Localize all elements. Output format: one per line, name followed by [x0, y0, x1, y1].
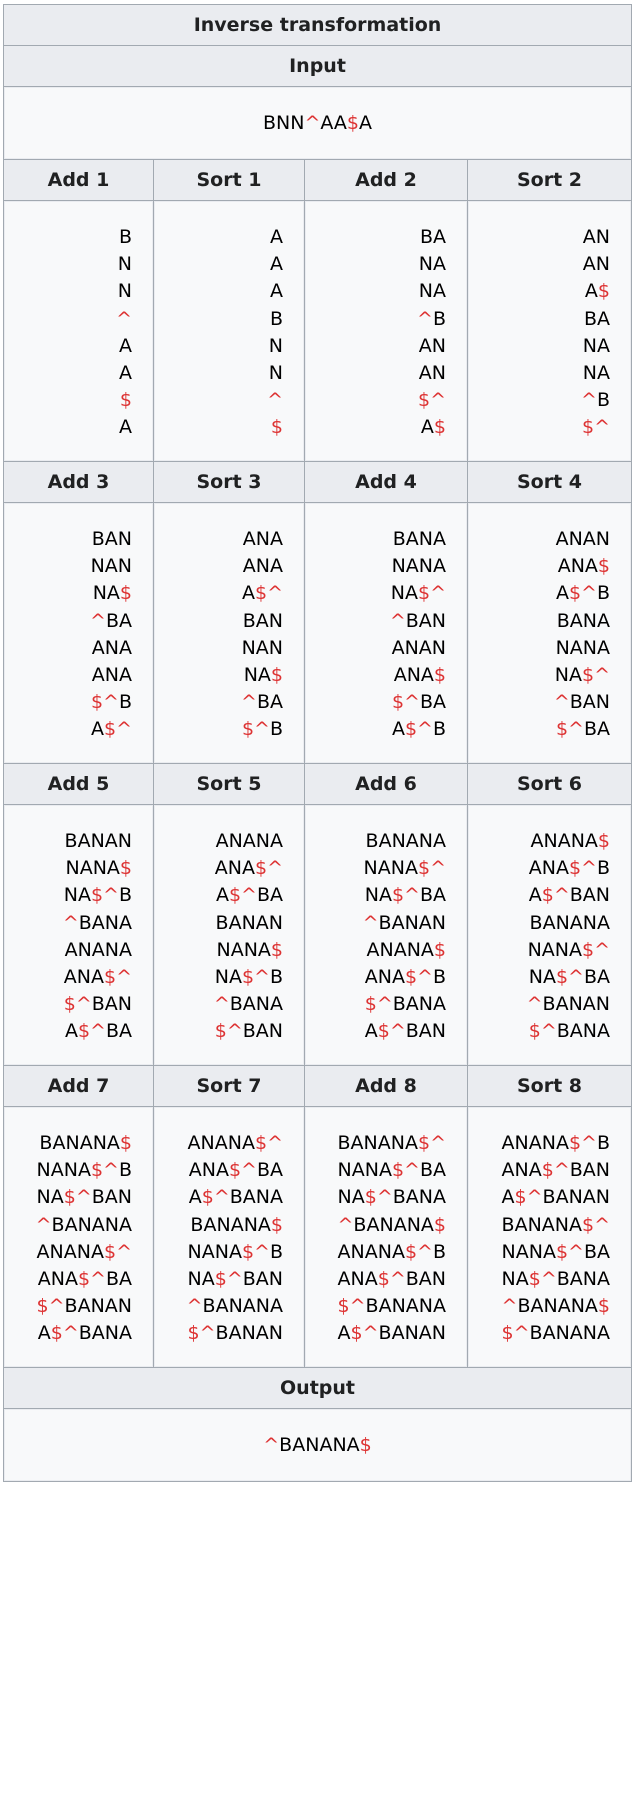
step-content-row — [4, 503, 632, 764]
rotation-line: ANA$^ — [63, 965, 132, 988]
rotation-line: NANA — [555, 636, 611, 659]
rotation-line: N — [268, 334, 283, 357]
rotation-line: ANA$^ — [214, 857, 283, 880]
rotation-line: $^BANANA — [501, 1322, 611, 1345]
rotation-line: AN — [582, 226, 611, 248]
rotation-line: ^B — [581, 389, 611, 412]
rotation-line: A$^BA — [215, 884, 283, 907]
step-header-row — [4, 462, 632, 503]
rotation-list — [154, 201, 304, 461]
rotation-list — [305, 201, 467, 461]
input-cell — [4, 87, 632, 160]
rotation-list — [4, 805, 153, 1065]
rotation-line: ANANA$^ — [187, 1132, 283, 1154]
rotation-line: A — [119, 334, 132, 357]
rotation-line: BAN — [242, 609, 283, 632]
rotation-line: NA — [582, 334, 611, 357]
rotation-line: ANA — [242, 555, 283, 578]
step-header: Sort 8 — [468, 1066, 632, 1107]
rotation-line: $^BA — [555, 718, 611, 741]
rotation-line: BANANA$^ — [501, 1213, 611, 1236]
step-header: Sort 4 — [468, 462, 632, 503]
step-cell — [154, 503, 305, 764]
rotation-line: NA$ — [243, 663, 283, 686]
step-header: Add 3 — [4, 462, 154, 503]
rotation-line: A$^BANA — [37, 1322, 132, 1345]
output-header: Output — [4, 1368, 632, 1409]
rotation-line: NANA$^ — [363, 857, 446, 880]
step-cell — [468, 503, 632, 764]
rotation-line: BA — [419, 226, 446, 248]
rotation-line: NAN — [241, 636, 283, 659]
rotation-list — [154, 1107, 304, 1367]
rotation-line: ANANA$ — [366, 938, 446, 961]
step-cell — [4, 1107, 154, 1368]
rotation-line: B — [118, 226, 132, 248]
rotation-line: BANANA$^ — [337, 1132, 446, 1154]
rotation-line: ^ — [116, 307, 132, 330]
step-header-row — [4, 1066, 632, 1107]
rotation-line: $^BANA — [528, 1020, 611, 1043]
rotation-line: ANANA — [64, 938, 132, 961]
rotation-line: B — [269, 307, 283, 330]
step-header: Add 7 — [4, 1066, 154, 1107]
rotation-line: ^B — [417, 307, 446, 330]
step-header-row — [4, 160, 632, 201]
input-header: Input — [4, 46, 632, 87]
rotation-line: ANAN — [391, 636, 446, 659]
rotation-line: $^BANAN — [187, 1322, 283, 1345]
step-header: Add 1 — [4, 160, 154, 201]
output-cell — [4, 1409, 632, 1482]
rotation-line: ^BANANA — [35, 1213, 132, 1236]
step-header: Add 6 — [305, 764, 468, 805]
step-header: Add 4 — [305, 462, 468, 503]
rotation-line: NANA$^B — [36, 1159, 132, 1182]
step-cell — [4, 503, 154, 764]
rotation-line: NA$^BANA — [337, 1186, 446, 1209]
rotation-line: NA$^B — [214, 965, 283, 988]
step-header: Add 8 — [305, 1066, 468, 1107]
step-header: Sort 5 — [154, 764, 305, 805]
rotation-line: ANANA$^B — [501, 1132, 611, 1154]
rotation-line: NANA$^B — [187, 1240, 283, 1263]
rotation-line: A$^BA — [64, 1020, 132, 1043]
step-cell — [305, 201, 468, 462]
step-cell — [305, 805, 468, 1066]
rotation-line: A — [270, 280, 283, 303]
step-content-row — [4, 805, 632, 1066]
rotation-line: ^BANA — [62, 911, 132, 934]
rotation-line: ANANA$ — [530, 830, 611, 852]
rotation-line: ANA$^BAN — [337, 1267, 446, 1290]
rotation-line: ANANA$^ — [36, 1240, 132, 1263]
rotation-line: AN — [582, 253, 611, 276]
rotation-line: NA$^BANA — [501, 1267, 611, 1290]
rotation-line: A$^B — [555, 582, 611, 605]
rotation-list — [305, 503, 467, 763]
step-header-row — [4, 764, 632, 805]
rotation-line: BANAN — [215, 911, 283, 934]
step-header: Sort 6 — [468, 764, 632, 805]
step-cell — [4, 805, 154, 1066]
rotation-list — [4, 201, 153, 461]
table-title: Inverse transformation — [4, 5, 632, 46]
rotation-line: A$^ — [90, 718, 132, 741]
rotation-line: NANA$^BA — [337, 1159, 446, 1182]
rotation-line: NANA — [391, 555, 446, 578]
rotation-line: AN — [418, 334, 446, 357]
rotation-line: BANA — [556, 609, 611, 632]
rotation-line: A$^BAN — [364, 1020, 446, 1043]
rotation-list — [305, 1107, 467, 1367]
step-cell — [305, 503, 468, 764]
rotation-line: $^BANAN — [36, 1295, 132, 1318]
rotation-line: ANANA$^B — [337, 1240, 446, 1263]
rotation-line: A — [270, 226, 283, 248]
rotation-line: NAN — [90, 555, 132, 578]
rotation-line: NA$^BA — [528, 965, 611, 988]
rotation-line: $^ — [417, 389, 446, 412]
rotation-line: A — [119, 416, 132, 439]
step-cell — [4, 201, 154, 462]
rotation-line: BANANA$ — [39, 1132, 132, 1154]
rotation-line: ANA — [91, 663, 132, 686]
step-header: Add 5 — [4, 764, 154, 805]
rotation-line: NANA$ — [216, 938, 283, 961]
step-header: Sort 2 — [468, 160, 632, 201]
rotation-line: BANANA — [529, 911, 611, 934]
step-header: Add 2 — [305, 160, 468, 201]
rotation-line: N — [117, 280, 132, 303]
rotation-line: ANA$ — [557, 555, 611, 578]
step-cell — [154, 805, 305, 1066]
step-cell — [154, 1107, 305, 1368]
rotation-line: NANA$ — [65, 857, 132, 880]
rotation-list — [154, 805, 304, 1065]
rotation-list — [4, 503, 153, 763]
rotation-line: $ — [270, 416, 283, 439]
rotation-line: A$^BANA — [188, 1186, 283, 1209]
output-value: ^BANANA$ — [4, 1409, 631, 1481]
step-cell — [468, 201, 632, 462]
rotation-list — [154, 503, 304, 763]
rotation-line: A — [119, 361, 132, 384]
rotation-line: $^B — [90, 691, 132, 714]
rotation-line: BA — [583, 307, 611, 330]
rotation-line: NA$ — [92, 582, 132, 605]
rotation-line: NA — [582, 361, 611, 384]
rotation-line: ANA — [242, 528, 283, 550]
rotation-line: NA — [418, 253, 446, 276]
rotation-line: $^BAN — [214, 1020, 283, 1043]
rotation-list — [468, 201, 631, 461]
step-cell — [468, 1107, 632, 1368]
rotation-line: ^BAN — [389, 609, 446, 632]
rotation-line: BANA — [392, 528, 446, 550]
rotation-line: ^BANANA$ — [337, 1213, 446, 1236]
rotation-line: AN — [418, 361, 446, 384]
rotation-line: N — [268, 361, 283, 384]
rotation-line: ANAN — [555, 528, 611, 550]
rotation-list — [468, 503, 631, 763]
rotation-line: BAN — [91, 528, 132, 550]
rotation-line: ^BA — [241, 691, 283, 714]
rotation-line: A$^ — [241, 582, 283, 605]
step-cell — [305, 1107, 468, 1368]
step-header: Sort 1 — [154, 160, 305, 201]
rotation-line: N — [117, 253, 132, 276]
rotation-line: $^BANA — [364, 993, 446, 1016]
rotation-line: ^BANAN — [362, 911, 446, 934]
rotation-line: A$^BANAN — [501, 1186, 611, 1209]
rotation-list — [4, 1107, 153, 1367]
rotation-line: ANANA — [215, 830, 283, 852]
rotation-line: ANA$^BA — [37, 1267, 132, 1290]
rotation-line: NANA$^BA — [501, 1240, 611, 1263]
rotation-line: NA$^BA — [364, 884, 446, 907]
rotation-line: ANA$^BA — [188, 1159, 283, 1182]
rotation-line: A$^B — [391, 718, 446, 741]
rotation-line: ^BANANA — [186, 1295, 283, 1318]
rotation-line: NANA$^ — [527, 938, 611, 961]
rotation-line: $^ — [582, 416, 611, 439]
rotation-line: NA$^BAN — [36, 1186, 132, 1209]
rotation-line: $ — [119, 389, 132, 412]
rotation-line: ANA$^B — [364, 965, 446, 988]
rotation-list — [305, 805, 467, 1065]
rotation-line: ^ — [267, 389, 283, 412]
rotation-line: A — [270, 253, 283, 276]
rotation-line: $^BAN — [63, 993, 132, 1016]
rotation-line: A$ — [420, 416, 446, 439]
rotation-line: NA$^ — [390, 582, 446, 605]
inverse-transformation-table — [3, 4, 632, 1482]
rotation-line: BANANA — [365, 830, 446, 852]
rotation-line: ^BANAN — [526, 993, 611, 1016]
rotation-line: $^BA — [391, 691, 446, 714]
step-content-row — [4, 1107, 632, 1368]
rotation-line: BANANA$ — [190, 1213, 283, 1236]
step-cell — [468, 805, 632, 1066]
rotation-line: NA$^B — [63, 884, 132, 907]
rotation-line: BANAN — [64, 830, 132, 852]
rotation-line: $^BANANA — [337, 1295, 446, 1318]
step-cell — [154, 201, 305, 462]
rotation-line: ANA$^BAN — [501, 1159, 611, 1182]
step-content-row — [4, 201, 632, 462]
step-header: Sort 7 — [154, 1066, 305, 1107]
rotation-line: A$^BANAN — [337, 1322, 446, 1345]
rotation-line: A$^BAN — [528, 884, 611, 907]
step-header: Sort 3 — [154, 462, 305, 503]
rotation-line: ^BANANA$ — [501, 1295, 611, 1318]
rotation-line: NA$^BAN — [187, 1267, 283, 1290]
rotation-line: $^B — [241, 718, 283, 741]
rotation-line: A$ — [584, 280, 611, 303]
input-value: BNN^AA$A — [4, 87, 631, 159]
rotation-line: NA$^ — [554, 663, 611, 686]
rotation-line: ^BAN — [553, 691, 611, 714]
rotation-list — [468, 1107, 631, 1367]
rotation-line: ^BA — [90, 609, 132, 632]
rotation-line: NA — [418, 280, 446, 303]
rotation-line: ^BANA — [213, 993, 283, 1016]
rotation-line: ANA$ — [393, 663, 446, 686]
rotation-line: ANA$^B — [528, 857, 611, 880]
rotation-line: ANA — [91, 636, 132, 659]
rotation-list — [468, 805, 631, 1065]
